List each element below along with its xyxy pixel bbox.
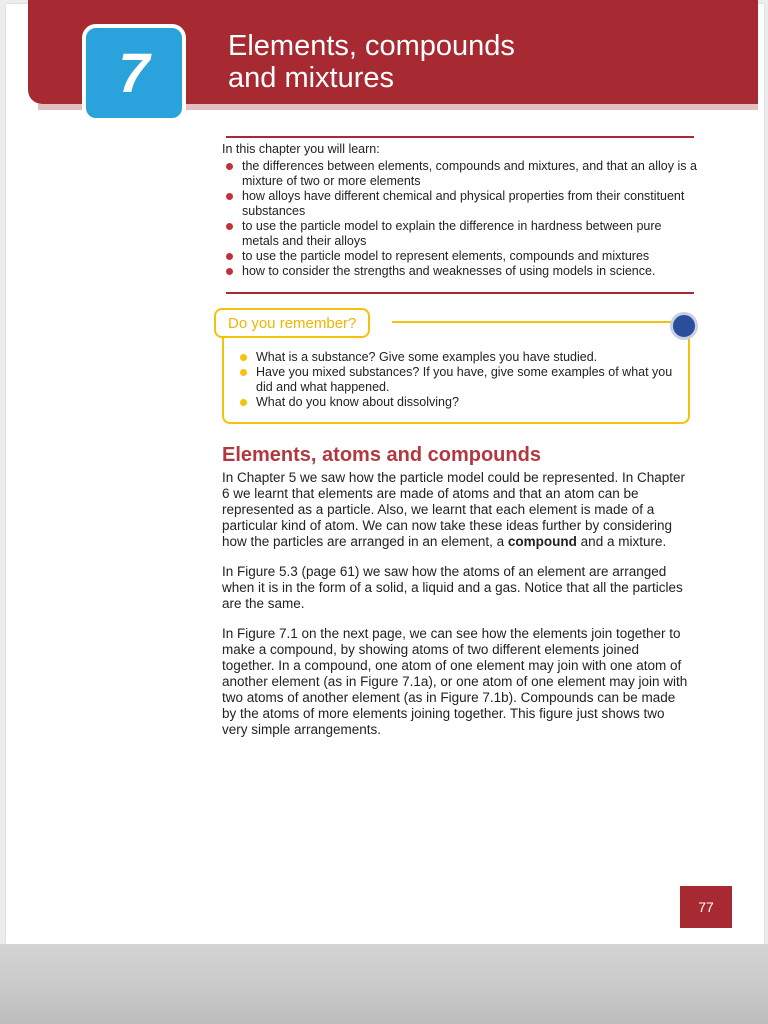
bullet-dot-icon [240,399,247,406]
bullet-dot-icon [240,369,247,376]
remember-item: What is a substance? Give some examples you have studied. [236,350,684,365]
learning-item: how to consider the strengths and weaknesses of using models in science. [222,264,700,279]
remember-list [236,350,684,410]
chapter-title [228,30,728,94]
keyword-compound: compound [507,534,577,549]
learning-item: how alloys have different chemical and physical properties from their constituent substances [222,189,700,219]
paragraph-3: In Figure 7.1 on the next page, we can see how the elements join together to make a compound, by showing atoms of two different elements joined together. In a compound, one atom of one element may join with one atom of another element (as in Figure 7.1a), or one atom of one element may join with two atoms of another element (as in Figure 7.1b). Compounds can be made by the atoms of more elements joining together. This figure just shows two very simple arrangements. [222,626,688,737]
bullet-dot-icon [226,163,233,170]
bullet-dot-icon [240,354,247,361]
remember-item: Have you mixed substances? If you have, give some examples of what you did and what happened. [236,365,684,395]
section-heading: Elements, atoms and compounds [222,444,541,466]
bullet-dot-icon [226,268,233,275]
page-number-box [680,886,732,928]
scan-shadow [0,944,768,1024]
remember-questions [236,350,684,410]
learning-list [222,159,700,279]
remember-title: Do you remember? [228,314,357,332]
learning-item: to use the particle model to explain the difference in hardness between pure metals and their alloys [222,219,700,249]
learning-objectives [222,142,700,279]
learning-item: the differences between elements, compounds and mixtures, and that an alloy is a mixture of two or more elements [222,159,700,189]
paragraph-1: In Chapter 5 we saw how the particle model could be represented. In Chapter 6 we learnt that elements are made of atoms and that an atom can be represented as a particle. Also, we learnt that each element is made of a particular kind of atom. We can now take these ideas further by considering how the particles are arranged in an element, a compound and a mixture. [222,470,686,549]
bullet-dot-icon [226,223,233,230]
bullet-dot-icon [226,253,233,260]
page-number: 77 [698,899,714,915]
chapter-number-box [82,24,186,122]
remember-title-tab [214,308,370,338]
learning-item: to use the particle model to represent elements, compounds and mixtures [222,249,700,264]
learn-top-rule [226,136,694,138]
learn-bottom-rule [226,292,694,294]
learning-intro: In this chapter you will learn: [222,142,380,156]
remember-item: What do you know about dissolving? [236,395,684,410]
bullet-dot-icon [226,193,233,200]
paragraph-2: In Figure 5.3 (page 61) we saw how the atoms of an element are arranged when it is in the form of a solid, a liquid and a gas. Notice that all the particles are the same. [222,564,683,611]
body-text [222,470,690,752]
remember-circle-icon [670,312,698,340]
chapter-title-line-1: Elements, compounds [228,30,515,62]
chapter-number: 7 [118,41,150,104]
chapter-title-line-2: and mixtures [228,62,395,94]
